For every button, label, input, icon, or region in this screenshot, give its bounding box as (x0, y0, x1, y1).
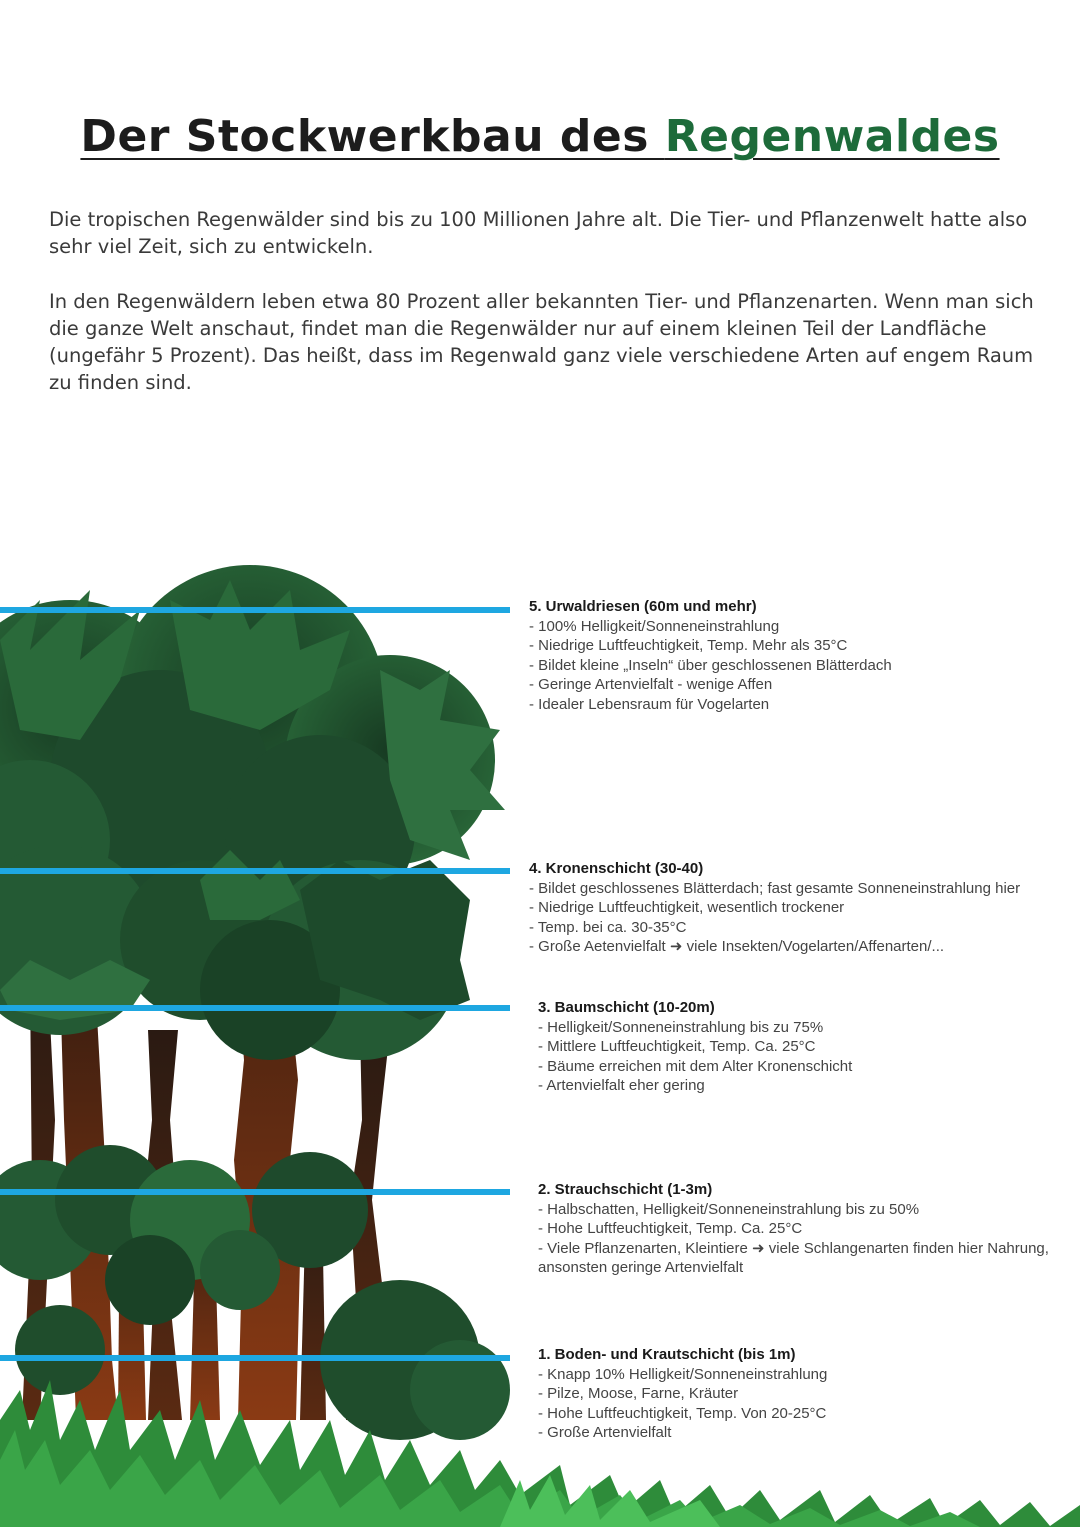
layer-5-heading: 5. Urwaldriesen (60m und mehr) (529, 598, 757, 615)
layer-3-item: - Bäume erreichen mit dem Alter Kronenschicht (538, 1057, 853, 1075)
layer-1-item: - Pilze, Moose, Farne, Kräuter (538, 1385, 739, 1402)
layer-3-heading: 3. Baumschicht (10-20m) (538, 999, 715, 1016)
layer-4-item: - Bildet geschlossenes Blätterdach; fast gesamte Sonneneinstrahlung hier (529, 879, 1021, 897)
canopy-foliage (0, 565, 505, 1060)
layer-5-urwaldriesen (529, 597, 892, 714)
layer-4-item: - Niedrige Luftfeuchtigkeit, wesentlich trockener (529, 899, 845, 916)
page-title (0, 111, 1080, 162)
layer-5-item: - Niedrige Luftfeuchtigkeit, Temp. Mehr als 35°C (529, 637, 848, 654)
title-accent: Regenwaldes (664, 111, 1000, 163)
layer-4-kronenschicht (529, 859, 1020, 957)
layer-2-item: ansonsten geringe Artenvielfalt (538, 1259, 744, 1276)
intro-paragraph-2: In den Regenwäldern leben etwa 80 Prozent aller bekannten Tier- und Pflanzenarten. Wenn man sich die ganze Welt anschaut, findet man die Regenwälder nur auf einem kleinen Teil der Landfläche (ungefähr 5 Prozent). Das heißt, dass im Regenwald ganz viele verschiedene Arten auf engem Raum zu finden sind. (49, 290, 1034, 394)
layer-3-baumschicht (538, 998, 852, 1096)
layer-1-item: - Knapp 10% Helligkeit/Sonneneinstrahlung (538, 1365, 828, 1383)
layer-5-item: - 100% Helligkeit/Sonneneinstrahlung (529, 617, 780, 635)
layer-4-item: - Große Aetenvielfalt ➜ viele Insekten/Vogelarten/Affenarten/... (529, 938, 945, 955)
layer-2-item: - Viele Pflanzenarten, Kleintiere ➜ viele Schlangenarten finden hier Nahrung, (538, 1239, 1049, 1257)
layer-4-heading: 4. Kronenschicht (30-40) (529, 860, 704, 877)
layer-5-item: - Bildet kleine „Inseln“ über geschlossenen Blätterdach (529, 656, 892, 674)
intro-paragraph-1: Die tropischen Regenwälder sind bis zu 100 Millionen Jahre alt. Die Tier- und Pflanzenwelt hatte also sehr viel Zeit, sich zu entwickeln. (49, 208, 1028, 258)
layer-4-item: - Temp. bei ca. 30-35°C (529, 918, 687, 936)
layer-5-item: - Idealer Lebensraum für Vogelarten (529, 695, 770, 713)
layer-5-item: - Geringe Artenvielfalt - wenige Affen (529, 676, 773, 693)
layer-2-heading: 2. Strauchschicht (1-3m) (538, 1181, 713, 1198)
layer-3-item: - Artenvielfalt eher gering (538, 1077, 705, 1094)
layer-2-strauchschicht (538, 1180, 1049, 1278)
layer-3-item: - Mittlere Luftfeuchtigkeit, Temp. Ca. 25°C (538, 1038, 816, 1055)
layer-3-item: - Helligkeit/Sonneneinstrahlung bis zu 75% (538, 1018, 824, 1036)
layer-1-bodenschicht (538, 1345, 827, 1443)
layer-1-heading: 1. Boden- und Krautschicht (bis 1m) (538, 1346, 796, 1363)
layer-2-item: - Hohe Luftfeuchtigkeit, Temp. Ca. 25°C (538, 1220, 803, 1237)
layer-1-item: - Große Artenvielfalt (538, 1424, 672, 1441)
layer-2-item: - Halbschatten, Helligkeit/Sonneneinstrahlung bis zu 50% (538, 1200, 920, 1218)
title-main: Der Stockwerkbau des (80, 111, 665, 163)
layer-1-item: - Hohe Luftfeuchtigkeit, Temp. Von 20-25°C (538, 1404, 827, 1422)
